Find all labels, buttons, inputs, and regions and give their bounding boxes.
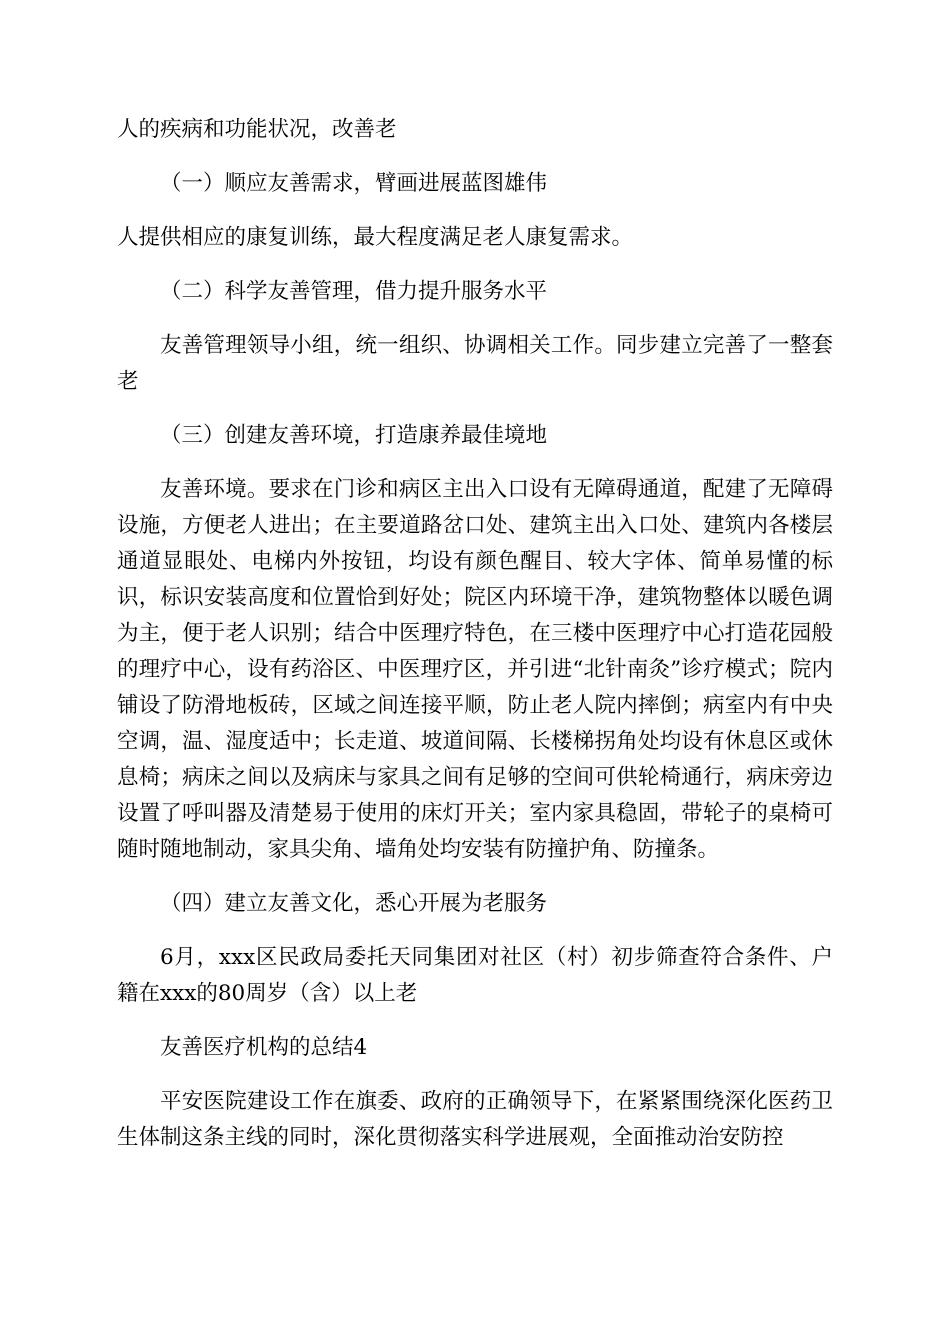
document-page — [117, 112, 833, 1156]
section-heading-4: （四）建立友善文化，悉心开展为老服务 — [160, 891, 548, 916]
section-heading-3: （三）创建友善环境，打造康养最佳境地 — [160, 423, 548, 448]
paragraph-4: 友善环境。要求在门诊和病区主出入口设有无障碍通道，配建了无障碍设施，方便老人进出；在主要道路岔口处、建筑主出入口处、建筑内各楼层通道显眼处、电梯内外按钮，均设有颜色醒目、较大字体、简单易懂的标识，标识安装高度和位置恰到好处；院区内环境干净，建筑物整体以暖色调为主，便于老人识别；结合中医理疗特色，在三楼中医理疗中心打造花园般的理疗中心，设有药浴区、中医理疗区，并引进“北针南灸”诊疗模式；院内铺设了防滑地板砖，区域之间连接平顺，防止老人院内摔倒；病室内有中央空调，温、湿度适中；长走道、坡道间隔、长楼梯拐角处均设有休息区或休息椅；病床之间以及病床与家具之间有足够的空间可供轮椅通行，病床旁边设置了呼叫器及清楚易于使用的床灯开关；室内家具稳固，带轮子的桌椅可随时随地制动，家具尖角、墙角处均安装有防撞护角、防撞条。 — [117, 477, 833, 862]
section-title-summary-4: 友善医疗机构的总结4 — [160, 1035, 368, 1060]
section-heading-2: （二）科学友善管理，借力提升服务水平 — [160, 279, 548, 304]
paragraph-3: 友善管理领导小组，统一组织、协调相关工作。同步建立完善了一整套老 — [117, 333, 833, 394]
paragraph-1: 人的疾病和功能状况，改善老 — [117, 117, 397, 142]
paragraph-6: 平安医院建设工作在旗委、政府的正确领导下，在紧紧围绕深化医药卫生体制这条主线的同时，深化贯彻落实科学进展观，全面推动治安防控 — [117, 1089, 833, 1150]
section-heading-1: （一）顺应友善需求，臂画进展蓝图雄伟 — [160, 171, 548, 196]
paragraph-5: 6月，xxx区民政局委托天同集团对社区（村）初步筛查符合条件、户籍在xxx的80周岁（含）以上老 — [117, 945, 833, 1006]
paragraph-2: 人提供相应的康复训练，最大程度满足老人康复需求。 — [117, 225, 634, 250]
